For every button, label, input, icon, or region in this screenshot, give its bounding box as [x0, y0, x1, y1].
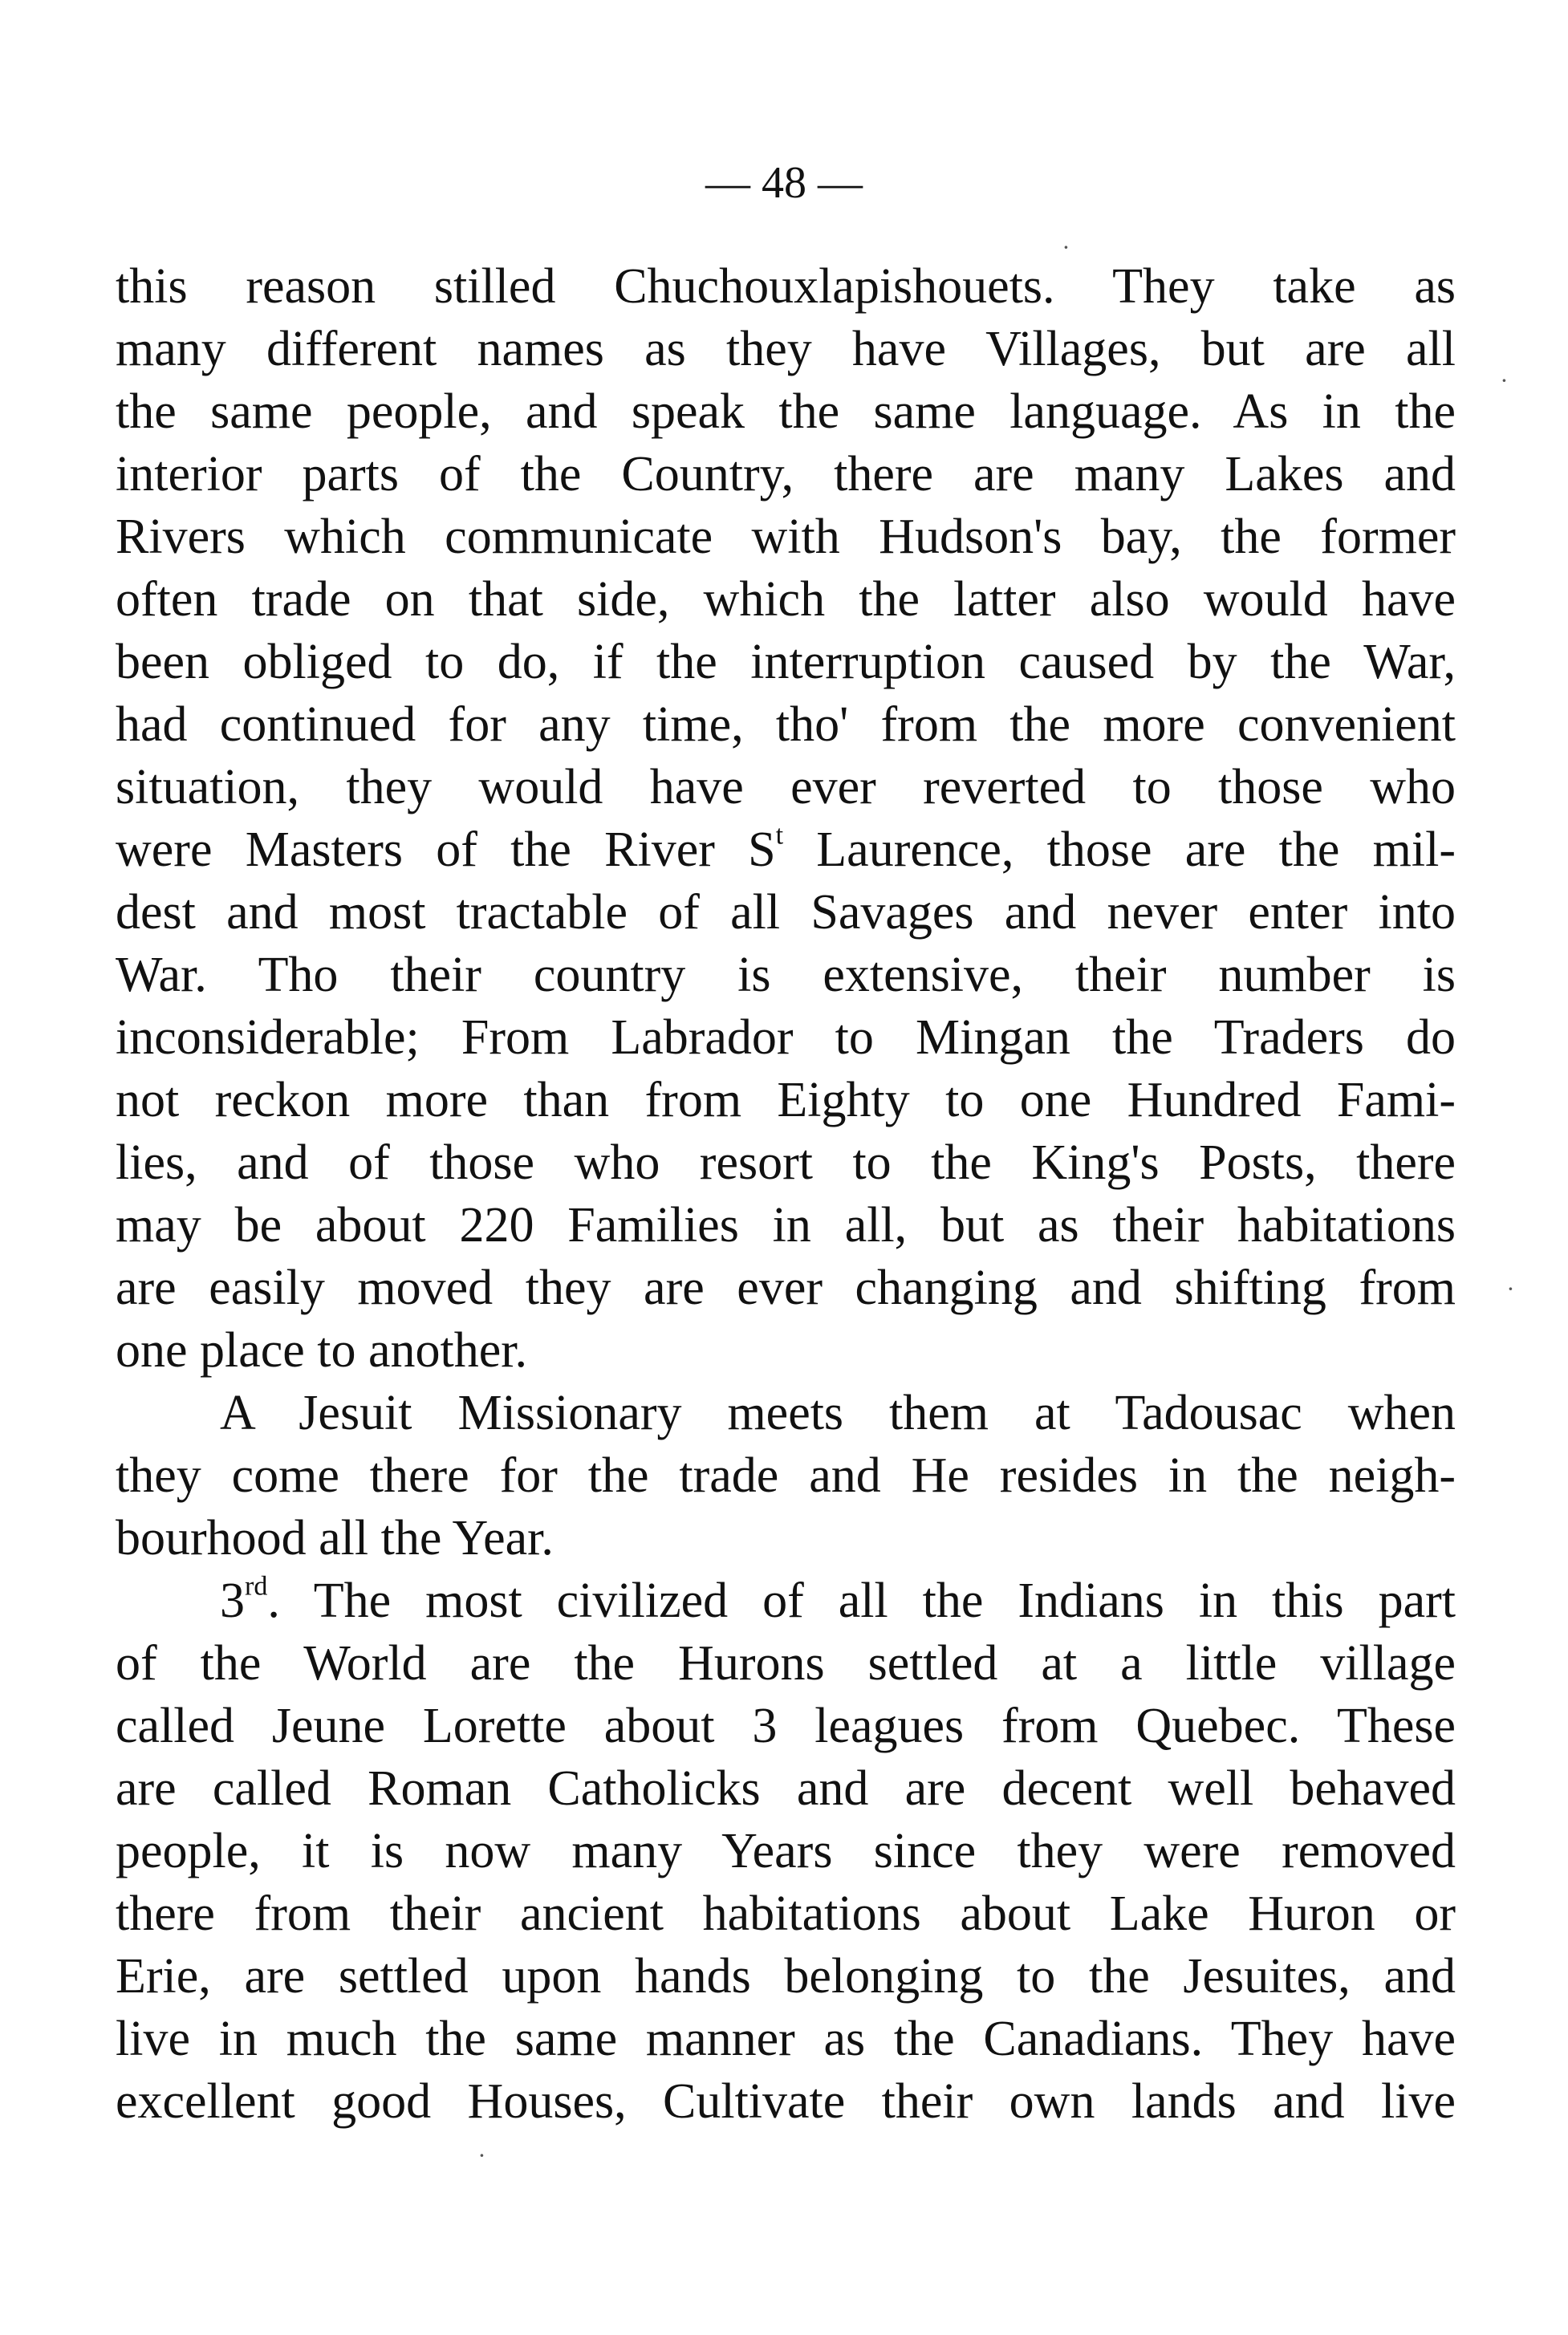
- text-line: live in much the same manner as the Canadians. They have: [116, 2012, 1456, 2066]
- text-line: are called Roman Catholicks and are decent well behaved: [116, 1761, 1456, 1816]
- text-line: the same people, and speak the same language. As in the: [116, 384, 1456, 439]
- print-speck: ·: [478, 2142, 485, 2169]
- text-line: excellent good Houses, Cultivate their own lands and live: [116, 2074, 1456, 2129]
- text-line: [116, 1570, 1456, 1632]
- text-fragment: 3: [220, 1574, 245, 1628]
- text-line: dest and most tractable of all Savages and never enter into: [116, 885, 1456, 940]
- page-number: — 48 —: [705, 158, 863, 208]
- text-line: Erie, are settled upon hands belonging to the Jesuites, and: [116, 1949, 1456, 2004]
- text-line: they come there for the trade and He resides in the neigh-: [116, 1448, 1456, 1503]
- text-line: inconsiderable; From Labrador to Mingan the Traders do: [116, 1010, 1456, 1065]
- text-line: this reason stilled Chuchouxlapishouets. They take as: [116, 259, 1456, 314]
- text-line: interior parts of the Country, there are many Lakes and: [116, 447, 1456, 502]
- text-line: not reckon more than from Eighty to one Hundred Fami-: [116, 1073, 1456, 1127]
- text-line: there from their ancient habitations about Lake Huron or: [116, 1886, 1456, 1941]
- text-fragment: were Masters of the River S: [116, 822, 776, 877]
- print-speck: ·: [1501, 368, 1508, 394]
- text-line: called Jeune Lorette about 3 leagues from Quebec. These: [116, 1699, 1456, 1753]
- text-line: situation, they would have ever reverted to those who: [116, 760, 1456, 814]
- text-line: people, it is now many Years since they were removed: [116, 1824, 1456, 1878]
- text-fragment: . The most civilized of all the Indians in this part: [267, 1574, 1456, 1628]
- text-line: of the World are the Hurons settled at a little village: [116, 1636, 1456, 1691]
- text-line: one place to another.: [116, 1323, 528, 1378]
- text-fragment: Laurence, those are the mil-: [783, 822, 1456, 877]
- text-line: may be about 220 Families in all, but as their habitations: [116, 1198, 1456, 1253]
- superscript: t: [775, 820, 784, 851]
- text-line: many different names as they have Villages, but are all: [116, 322, 1456, 376]
- text-line: bourhood all the Year.: [116, 1511, 554, 1565]
- superscript: rd: [245, 1571, 268, 1602]
- body-text: [116, 255, 1456, 2133]
- text-line: War. Tho their country is extensive, their number is: [116, 948, 1456, 1002]
- text-line: lies, and of those who resort to the King's Posts, there: [116, 1135, 1456, 1190]
- print-speck: ·: [1507, 1276, 1514, 1302]
- text-line: often trade on that side, which the latter also would have: [116, 572, 1456, 627]
- text-line: had continued for any time, tho' from the more convenient: [116, 697, 1456, 752]
- text-line: been obliged to do, if the interruption caused by the War,: [116, 635, 1456, 689]
- text-line: Rivers which communicate with Hudson's bay, the former: [116, 510, 1456, 564]
- text-line: A Jesuit Missionary meets them at Tadousac when: [220, 1386, 1456, 1440]
- text-line: are easily moved they are ever changing and shifting from: [116, 1261, 1456, 1315]
- print-speck: ·: [1062, 234, 1070, 261]
- text-line: [116, 818, 1456, 881]
